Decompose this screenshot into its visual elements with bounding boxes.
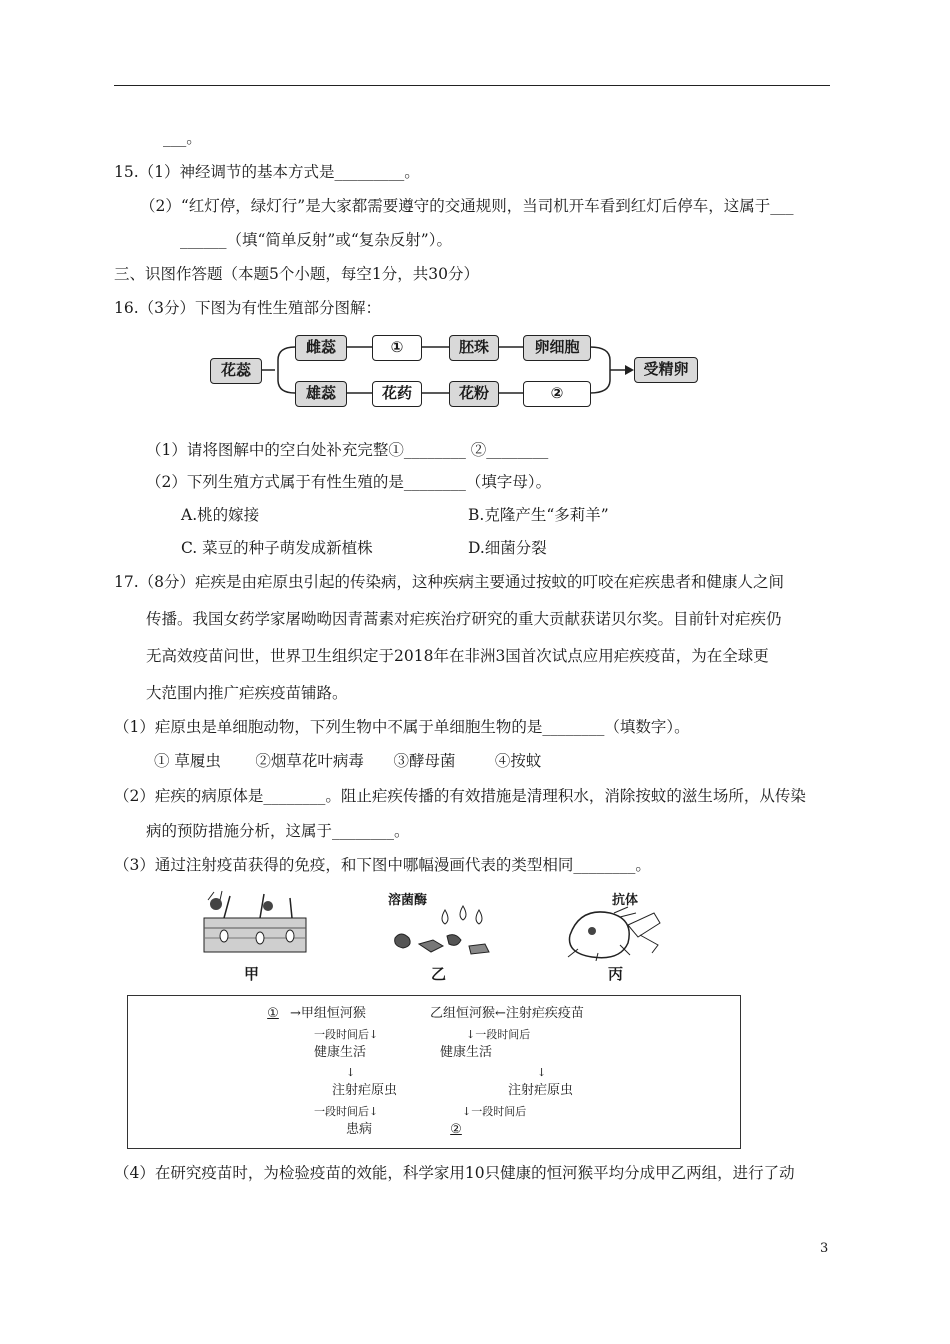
group-b-label: 乙组恒河猴←注射疟疾疫苗 (430, 1006, 584, 1021)
q17-sub2-line2: 病的预防措施分析，这属于________。 (146, 822, 410, 840)
box-pistil: 雌蕊 (295, 335, 347, 361)
box-ovule: 胚珠 (449, 335, 499, 361)
q17-sub1: （1）疟原虫是单细胞动物，下列生物中不属于单细胞生物的是________（填数字）。 (114, 718, 690, 736)
q16-option-b: B.克隆产生“多莉羊” (468, 506, 609, 524)
q15-part2-line2: ______（填“简单反射”或“复杂反射”）。 (180, 231, 452, 249)
q17-stem-4: 大范围内推广疟疾疫苗铺路。 (146, 684, 348, 702)
group-b-interval-2: ↓一段时间后 (462, 1105, 527, 1118)
q16-sub2: （2）下列生殖方式属于有性生殖的是________（填字母）。 (146, 473, 552, 491)
cartoon-text-antibody: 抗体 (612, 893, 639, 908)
experiment-blank-2: ② (450, 1122, 462, 1137)
q17-stem-2: 传播。我国女药学家屠呦呦因青蒿素对疟疾治疗研究的重大贡献获诺贝尔奖。目前针对疟疾仍 (146, 610, 782, 628)
box-flower-organ: 花蕊 (210, 358, 262, 384)
cartoon-label-jia: 甲 (244, 965, 260, 983)
group-a-inject: 注射疟原虫 (332, 1083, 398, 1098)
group-a-interval-2: 一段时间后↓ (314, 1105, 379, 1118)
q17-sub3: （3）通过注射疫苗获得的免疫，和下图中哪幅漫画代表的类型相同________。 (114, 856, 651, 874)
experiment-blank-1: ① (267, 1006, 279, 1021)
q15-part2-line1: （2）“红灯停，绿灯行”是大家都需要遵守的交通规则，当司机开车看到红灯后停车，这属于___ (140, 197, 794, 215)
q17-stem-3: 无高效疫苗问世，世界卫生组织定于2018年在非洲3国首次试点应用疟疾疫苗，为在全球更 (146, 647, 769, 665)
cartoon-lysozyme (385, 900, 495, 958)
page-number: 3 (820, 1241, 829, 1256)
group-a-arrow: ↓ (346, 1066, 356, 1079)
group-b-inject: 注射疟原虫 (508, 1083, 574, 1098)
box-blank-1: ① (372, 335, 422, 361)
box-egg-cell: 卵细胞 (523, 335, 591, 361)
cartoon-label-yi: 乙 (431, 965, 447, 983)
q16-option-d: D.细菌分裂 (468, 539, 547, 557)
cartoon-antibody (558, 905, 668, 961)
q16-sub1: （1）请将图解中的空白处补充完整①________ ②________ (146, 441, 549, 459)
group-a-healthy: 健康生活 (314, 1045, 367, 1060)
group-a-result: 患病 (346, 1122, 373, 1137)
group-b-arrow: ↓ (537, 1066, 547, 1079)
box-pollen: 花粉 (449, 381, 499, 407)
group-b-healthy: 健康生活 (440, 1045, 493, 1060)
box-blank-2: ② (523, 381, 591, 407)
q17-sub1-options: ① 草履虫 ②烟草花叶病毒 ③酵母菌 ④按蚊 (154, 752, 542, 770)
q17-sub4: （4）在研究疫苗时，为检验疫苗的效能，科学家用10只健康的恒河猴平均分成甲乙两组，进行了动 (114, 1164, 795, 1182)
box-zygote: 受精卵 (634, 357, 698, 383)
continuation-blank: ___。 (163, 129, 202, 147)
group-b-interval-1: ↓一段时间后 (466, 1028, 531, 1041)
cartoon-text-lysozyme: 溶菌酶 (388, 893, 428, 908)
group-a-interval-1: 一段时间后↓ (314, 1028, 379, 1041)
cartoon-skin-barrier (200, 888, 310, 960)
section-3-heading: 三、识图作答题（本题5个小题，每空1分，共30分） (114, 265, 479, 283)
q17-sub2-line1: （2）疟疾的病原体是________。阻止疟疾传播的有效措施是清理积水，消除按蚊的滋生场所，从传染 (114, 787, 806, 805)
cartoon-label-bing: 丙 (608, 965, 624, 983)
group-a-label: →甲组恒河猴 (290, 1006, 366, 1021)
box-anther: 花药 (372, 381, 422, 407)
q16-stem: 16.（3分）下图为有性生殖部分图解： (114, 299, 382, 317)
q16-option-a: A.桃的嫁接 (181, 506, 260, 524)
header-rule (114, 85, 830, 86)
q15-part1: 15.（1）神经调节的基本方式是_________。 (114, 163, 420, 181)
q17-stem-1: 17.（8分）疟疾是由疟原虫引起的传染病，这种疾病主要通过按蚊的叮咬在疟疾患者和健康人之间 (114, 573, 785, 591)
q16-option-c: C. 菜豆的种子萌发成新植株 (181, 539, 373, 557)
box-stamen: 雄蕊 (295, 381, 347, 407)
